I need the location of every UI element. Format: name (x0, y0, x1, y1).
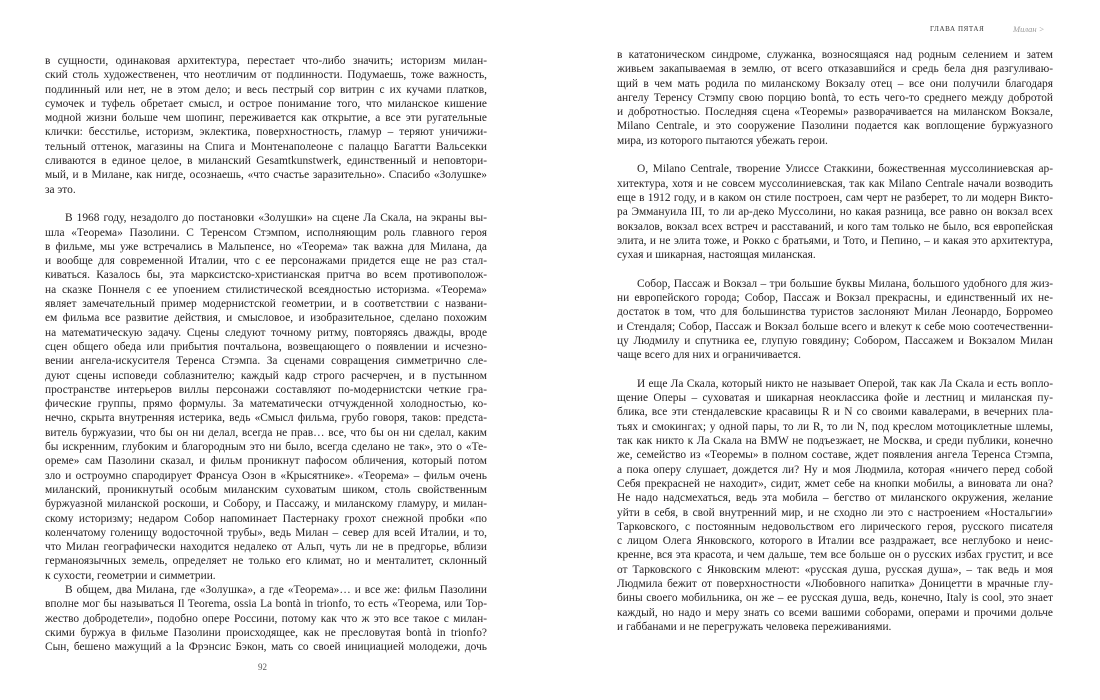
text-line: достаток в том, что для большинства туристов заслоняют Милан Леонардо, Борромео (617, 306, 1053, 319)
text-line: и вообще для современной Италии, что с ее персонажами придется еще не раз стал- (45, 255, 487, 268)
text-line: нечно, скрыта внутренняя истерика, ведь «Смысл фильма, грубо говоря, таков: предста- (45, 412, 487, 425)
text-line: пространстве интерьеров виллы персонажи составляют по-модернистски четкие гра- (45, 383, 487, 396)
text-line: зло и остроумно спародирует Франсуа Озон в «Крысятнике». «Теорема» – фильм очень (45, 469, 487, 482)
text-line: клички: бесстилье, историзм, эклектика, поверхностность, гламур – теряют уничижи- (45, 126, 487, 139)
text-line: от Тарковского с Янковским млеют: «русская душа, русская душа», – так ведь и моя (617, 563, 1053, 576)
text-line: каждый, но надо и меру знать со всеми вашими соборами, операми и прочими дольче (617, 606, 1053, 619)
right-page-body-text (617, 48, 1053, 634)
text-line: ем фильма все развитие действия, и смысловое, и изобразительное, сделано похожим (45, 312, 487, 325)
right-page (550, 0, 1100, 700)
running-head-section: Милан > (1013, 24, 1045, 34)
text-line: а пока оперу слушает, дождется ли? Ну и моя Людмила, которая «ничего перед собой (617, 463, 1053, 476)
text-line: к сухости, геометрии и симметрии. (45, 569, 216, 582)
text-line: модной жизни больше чем шопинг, переживается как открытие, а все эти ругательные (45, 112, 487, 125)
text-line: бы искренним, глубоким и благородным это ни было, всегда сделано не так», это о «Те- (45, 441, 487, 454)
paragraph (617, 48, 1053, 148)
text-line: жество добродетели», подобно опере Россини, потому как что ж это все такое с милан- (45, 612, 487, 625)
text-line: И еще Ла Скала, который никто не называет Оперой, так как Ла Скала и есть вопло- (637, 377, 1053, 390)
text-line: скому историзму; недаром Собор напоминает Пастернаку грохот снежной пробки «по (45, 512, 487, 525)
paragraph (45, 54, 487, 197)
text-line: что Милан географически находится недалеко от Альп, чуть ли не в предгорье, вблизи (45, 541, 487, 554)
text-line: Milano Centrale, и это сооружение Пазолини подается как воплощение буржуазного (617, 120, 1053, 133)
text-line: киваться. Казалось бы, эта марксистско-христианская притча во всем противополож- (45, 269, 487, 282)
text-line: и добротностью. Последняя сцена «Теоремы» разворачивается на миланском Вокзале, (617, 106, 1053, 119)
text-line: ра Эммануила III, то ли ар-деко Муссолини, но какая разница, все равно он вокзал всех (617, 206, 1053, 219)
text-line: уйти в себя, в свой внутренний мир, и не сходно ли это с настроением «Ностальгии» (617, 506, 1053, 519)
text-line: же, семейство из «Теоремы» в полном составе, ждет появления ангела Теренса Стэмпа, (617, 449, 1053, 462)
text-line: Собор, Пассаж и Вокзал – три большие буквы Милана, большого удобного для жиз- (637, 277, 1053, 290)
text-line: живьем закапываемая в землю, от всего отказавшийся и средь бела дня разгуливаю- (617, 63, 1053, 76)
text-line: коленчатому голенищу водосточной трубы», ведь Милан – север для всей Италии, и то, (45, 526, 487, 539)
page-number: 92 (258, 662, 267, 672)
text-line: на сказке Поннеля с ее упоением стилистической всеядностью историзма. «Теорема» (45, 283, 487, 296)
text-line: подлинный или нет, не в этом дело; и весь пестрый сор витрин с их кучами платков, (45, 83, 487, 96)
text-line: так как никто к Ла Скала на BMW не подъезжает, не Москва, и среди публики, конечно (617, 435, 1053, 448)
text-line: тьях и смокингах; у одной пары, то ли R, то ли N, под креслом мотоциклетные шлемы, (617, 420, 1053, 433)
text-line: сухая и шикарная, настоящая миланская. (617, 249, 816, 262)
paragraph (617, 162, 1053, 262)
text-line: кренне, вся эта красота, и чем дальше, тем все больше он о русских избах грустит, и все (617, 549, 1053, 562)
left-page-body-text (45, 54, 487, 654)
text-line: Людмила бежит от поверхностности «Любовного напитка» Доницетти в мрачные глу- (617, 577, 1053, 590)
text-line: мира, из которого пытаются убежать герои. (617, 134, 828, 147)
text-line: за это. (45, 183, 76, 196)
paragraph (617, 277, 1053, 363)
text-line: вении ангела-искусителя Теренса Стэмпа. За сценами совращения симметрично сле- (45, 355, 487, 368)
text-line: являет замечательный пример модернистской геометрии, и в соответствии с названи- (45, 298, 487, 311)
text-line: О, Milano Centrale, творение Улиссе Стаккини, божественная муссолиниевская ар- (637, 163, 1053, 176)
text-line: в сущности, одинаковая архитектура, перестает что-либо значить; историзм милан- (45, 55, 487, 67)
text-line: сцен общего обеда или прибытия почтальона, возвещающего о появлении и исчезно- (45, 340, 487, 353)
text-line: на математическую задачу. Сцены следуют точному ритму, повторяясь дважды, вроде (45, 326, 487, 339)
text-line: Себя прекрасней не находит», сидит, жмет себе на кнопки мобилы, а виновата ли она? (617, 477, 1053, 490)
text-line: Тарковского, с постоянным недовольством его лирического героя, русского писателя (617, 520, 1053, 533)
text-line: ский столь художественен, что неотличим от подлинности. Подумаешь, тоже важность, (45, 69, 487, 82)
text-line: цу Людмилу и спутника ее, глупую говядину; Собором, Пассажем и Вокзалом Милан (617, 334, 1053, 347)
text-line: чаще всего для них и ограничивается. (617, 349, 801, 362)
text-line: дуют сцены исповеди соблазнителю; каждый кадр строго расчерчен, и в пустынном (45, 369, 487, 382)
text-line: фические группы, прямо формулы. За математически отчужденной холодностью, ко- (45, 398, 487, 411)
text-line: ореме» сам Пазолини сказал, и фильм проникнут пафосом обличения, который потом (45, 455, 487, 468)
text-line: буржуазной миланской роскоши, и Собору, и Пассажу, и миланскому гламуру, и милан- (45, 498, 487, 511)
text-line: сливаются в единое целое, в миланский Gesamtkunstwerk, единственный и неповтори- (45, 155, 487, 168)
text-line: мый, и в Милане, как нигде, осознаешь, «что счастье заразительно». Спасибо «Золушке» (45, 169, 487, 182)
text-line: и Стендаля; Собор, Пассаж и Вокзал больше всего и влекут к себе мою соотечественни- (617, 320, 1053, 333)
text-line: щение Оперы – суховатая и шикарная неоклассика фойе и лестниц и миланская пу- (617, 392, 1053, 405)
text-line: и габбанами и не перегружать человека переживаниями. (617, 620, 892, 633)
text-line: вполне мог бы называться Il Teorema, ossia La bontà in trionfo, то есть «Теорема, или Тор- (45, 598, 487, 611)
text-line: скими буржуа в фильме Пазолини происходящее, как не пресловутая bontà in trionfo? (45, 626, 487, 639)
text-line: шла «Теорема» Пазолини. С Теренсом Стэмпом, исполняющим роль главного героя (45, 226, 487, 239)
text-line: с лицом Олега Янковского, которого в Италии все раздражает, все неглубоко и неис- (617, 535, 1053, 548)
text-line: В общем, два Милана, где «Золушка», а где «Теорема»… и все же: фильм Пазолини (65, 583, 487, 596)
paragraph (617, 377, 1053, 634)
text-line: вокзалов, вокзал всех встреч и расставаний, и кого там только не было, вся европейская (617, 220, 1053, 233)
text-line: витель буржуазии, что бы он ни делал, всегда не прав… все, что бы он ни сделал, каким (45, 426, 487, 439)
paragraph (45, 211, 487, 583)
text-line: тельный оттенок, магазины на Спига и Монтенаполеоне с палаццо Багатти Вальсекки (45, 140, 487, 153)
text-line: ни европейского города; Собор, Пассаж и Вокзал прекрасны, и единственный их не- (617, 292, 1053, 305)
text-line: ангелу Теренсу Стэмпу свою порцию bontà, то есть чего-то среднего между добротой (617, 91, 1053, 104)
text-line: германоязычных земель, определяет не только его климат, но и менталитет, склонный (45, 555, 487, 568)
text-line: элита, и не элита тоже, и Рокко с братьями, и Тото, и Пепино, – и какая это архитектура, (617, 234, 1053, 247)
text-line: в кататоническом синдроме, служанка, возносящаяся над родным селением и затем (617, 49, 1053, 61)
text-line: щий в чем мать родила по миланскому Вокзалу отец – все они получили благодаря (617, 77, 1053, 90)
paragraph (45, 583, 487, 654)
running-head-chapter: ГЛАВА ПЯТАЯ (930, 25, 985, 33)
text-line: в фильме, мы уже встречались в Мальпенсе, но «Теорема» так важна для Милана, да (45, 240, 487, 253)
text-line: еще в 1912 году, и в каком он стиле построен, сам черт не разберет, то ли модерн Викто- (617, 191, 1053, 204)
text-line: Не надо надсмехаться, ведь эта мобила – бегство от миланского окружения, желание (617, 492, 1053, 505)
text-line: В 1968 году, незадолго до постановки «Золушки» на сцене Ла Скала, на экраны вы- (65, 212, 487, 225)
text-line: сумочек и туфель обретает смысл, и острое понимание того, что миланское кишение (45, 97, 487, 110)
text-line: хитектура, хотя и не совсем муссолиниевская, так как Milano Centrale начали возводить (617, 177, 1053, 190)
text-line: блика, все эти стендалевские красавицы R и N со своими кавалерами, в вечерних пла- (617, 406, 1053, 419)
text-line: бины своего мобильника, он же – ее русская душа, ведь, конечно, Italy is cool, это знает (617, 592, 1053, 605)
text-line: Сын, бешено мажущий a la Фрэнсис Бэкон, мать со своей инициацией молодежи, дочь (45, 641, 487, 654)
text-line: миланский, проникнутый особым миланским суховатым шиком, столь свойственным (45, 483, 487, 496)
